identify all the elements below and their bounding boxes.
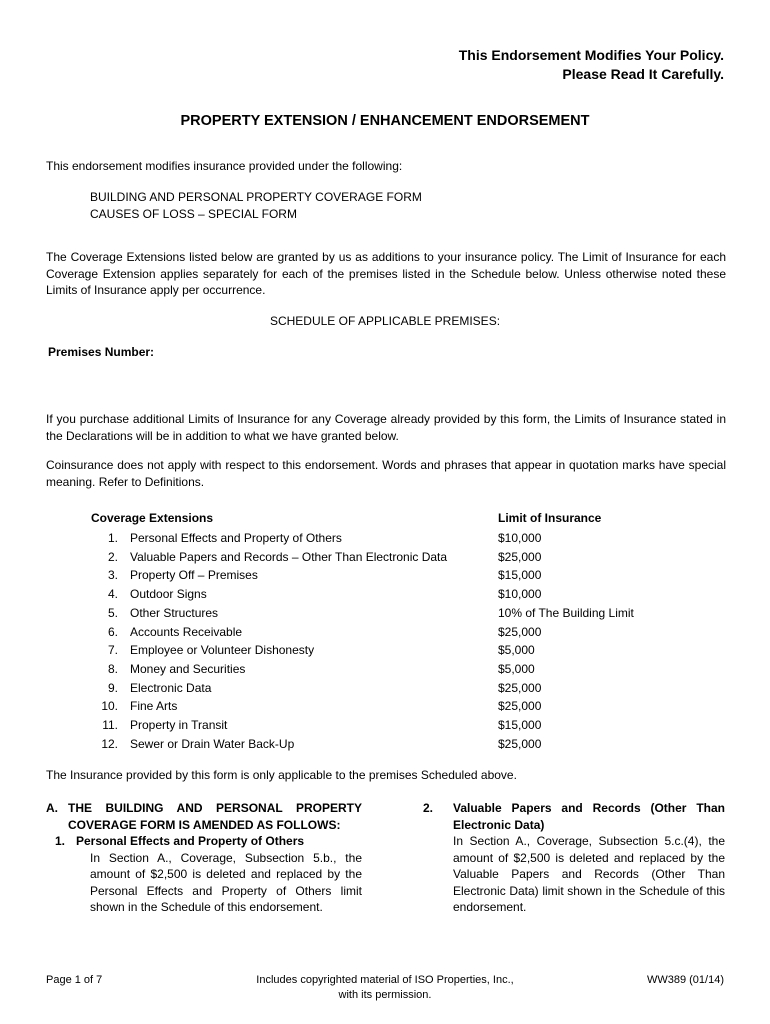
coverage-number: 6. (107, 624, 118, 639)
coverage-row (80, 548, 698, 567)
form-name: BUILDING AND PERSONAL PROPERTY COVERAGE FORM (90, 190, 422, 204)
coverage-number: 5. (107, 605, 118, 620)
endorsement-notice (459, 46, 724, 84)
coverage-row (80, 697, 698, 716)
coverage-number: 3. (107, 568, 118, 583)
coverage-limit: $25,000 (498, 680, 542, 695)
coverage-limit: $10,000 (498, 531, 542, 545)
coverage-row (80, 529, 698, 548)
copyright-line-2: with its permission. (338, 989, 432, 1001)
limit-of-insurance-header: Limit of Insurance (498, 511, 602, 525)
coverage-number: 4. (107, 587, 118, 602)
section-a (46, 800, 362, 916)
coverage-name: Outdoor Signs (130, 587, 207, 602)
item-2-number: 2. (423, 801, 434, 815)
coverage-row (80, 641, 698, 660)
coverage-limit: $5,000 (498, 643, 535, 658)
page-number: Page 1 of 7 (46, 974, 103, 986)
item-1-heading: Personal Effects and Property of Others (76, 834, 305, 848)
notice-line-1: This Endorsement Modifies Your Policy. (458, 47, 724, 63)
coverage-name: Electronic Data (130, 680, 212, 695)
document-title: PROPERTY EXTENSION / ENHANCEMENT ENDORSEMENT (180, 113, 590, 129)
coverage-name: Property in Transit (130, 718, 228, 733)
coverage-table (80, 529, 698, 753)
item-2-text: In Section A., Coverage, Subsection 5.c.(4), the amount of $2,500 is deleted and replaced by the Valuable Papers and Records (Other Than Electronic Data) limit shown in the Schedule of this endorsement. (453, 834, 725, 914)
coverage-name: Employee or Volunteer Dishonesty (130, 643, 315, 658)
intro-text: This endorsement modifies insurance provided under the following: (46, 159, 403, 173)
applicable-premises-paragraph: The Insurance provided by this form is only applicable to the premises Scheduled above. (46, 768, 517, 782)
section-a-label: A. (46, 801, 58, 815)
coverage-name: Money and Securities (130, 661, 246, 676)
coverage-extensions-header: Coverage Extensions (91, 511, 214, 525)
coverage-limit: $25,000 (498, 736, 542, 751)
form-name: CAUSES OF LOSS – SPECIAL FORM (90, 206, 297, 221)
coverage-name: Sewer or Drain Water Back-Up (130, 736, 295, 751)
coverage-number: 12. (101, 736, 118, 751)
coverage-row (80, 679, 698, 698)
coverage-limit: $10,000 (498, 587, 542, 602)
coverage-number: 7. (107, 643, 118, 658)
section-a-heading: THE BUILDING AND PERSONAL PROPERTY COVERAGE FORM IS AMENDED AS FOLLOWS: (68, 801, 362, 832)
coverage-number: 9. (107, 680, 118, 695)
coverage-name: Fine Arts (130, 699, 178, 714)
coverage-row (80, 585, 698, 604)
coverage-row (80, 566, 698, 585)
coverage-limit: $15,000 (498, 718, 542, 733)
coverage-name: Valuable Papers and Records – Other Than Electronic Data (130, 549, 448, 564)
coverage-number: 2. (107, 549, 118, 564)
coverage-number: 11. (102, 718, 118, 733)
schedule-title: SCHEDULE OF APPLICABLE PREMISES: (269, 314, 501, 328)
item-1-text: In Section A., Coverage, Subsection 5.b., the amount of $2,500 is deleted and replaced by the Personal Effects and Property of Others limit shown in the Schedule of this endorsement. (90, 850, 362, 914)
item-2-heading: Valuable Papers and Records (Other Than Electronic Data) (453, 801, 725, 832)
coverage-limit: $25,000 (498, 549, 542, 564)
coinsurance-paragraph: Coinsurance does not apply with respect to this endorsement. Words and phrases that appear in quotation marks have special meaning. Refer to Definitions. (46, 458, 726, 489)
coverage-name: Other Structures (130, 605, 219, 620)
coverage-number: 1. (107, 531, 118, 545)
applicable-forms (90, 189, 422, 222)
coverage-row (80, 604, 698, 623)
copyright-line-1: Includes copyrighted material of ISO Properties, Inc., (256, 974, 514, 986)
coverage-extensions-paragraph: The Coverage Extensions listed below are granted by us as additions to your insurance policy. The Limit of Insurance for each Coverage Extension applies separately for each of the premises listed in the Schedule below. Unless otherwise noted these Limits of Insurance apply per occurrence. (46, 250, 726, 297)
coverage-name: Personal Effects and Property of Others (130, 531, 342, 545)
coverage-limit: $25,000 (498, 624, 542, 639)
coverage-row (80, 735, 698, 754)
coverage-row (80, 660, 698, 679)
form-number: WW389 (01/14) (646, 974, 724, 986)
premises-number-label: Premises Number: (48, 345, 155, 359)
coverage-limit: $25,000 (498, 699, 542, 714)
coverage-number: 8. (107, 661, 118, 676)
additional-limits-paragraph: If you purchase additional Limits of Insurance for any Coverage already provided by this form, the Limits of Insurance stated in the Declarations will be in addition to what we have granted below. (46, 412, 726, 443)
coverage-row (80, 623, 698, 642)
coverage-name: Property Off – Premises (130, 568, 258, 583)
coverage-limit: $5,000 (498, 661, 535, 676)
item-1-number: 1. (55, 834, 66, 848)
coverage-name: Accounts Receivable (130, 624, 243, 639)
coverage-row (80, 716, 698, 735)
coverage-number: 10. (101, 699, 118, 714)
coverage-limit: 10% of The Building Limit (498, 605, 634, 620)
notice-line-2: Please Read It Carefully. (562, 66, 724, 82)
coverage-limit: $15,000 (498, 568, 542, 583)
section-item-2 (423, 800, 725, 916)
